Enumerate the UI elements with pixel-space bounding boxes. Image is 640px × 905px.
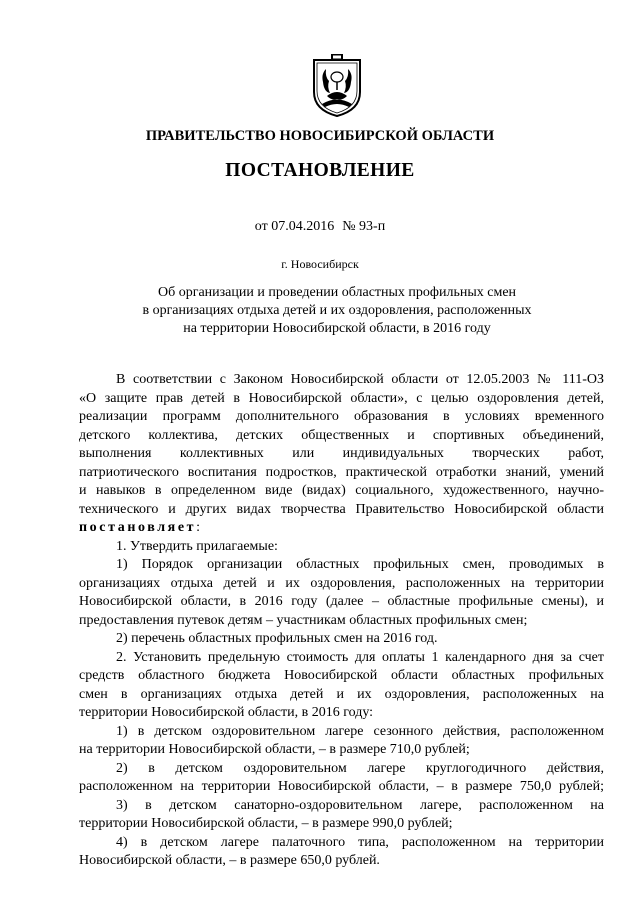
document-title: [100, 284, 574, 338]
item-line: 1. Утвердить прилагаемые:: [116, 538, 278, 554]
body-line: «О защите прав детей в Новосибирской области», с целью оздоровления детей,: [79, 390, 604, 406]
resolves-word: постановляет: [79, 520, 197, 535]
item-line: предоставления путевок детям – участникам областных профильных смен;: [79, 612, 528, 628]
item-line: 2) перечень областных профильных смен на 2016 год.: [116, 631, 438, 646]
item-line: 2. Установить предельную стоимость для оплаты 1 календарного дня за счет: [116, 649, 604, 665]
document-date: от 07.04.2016: [254, 219, 335, 234]
item-line: организациях отдыха детей и их оздоровления, расположенных на территории: [79, 575, 604, 591]
date-number-line: [0, 219, 640, 235]
title-line: в организациях отдыха детей и их оздоровления, расположенных: [142, 303, 532, 318]
body-line: патриотического воспитания подростков, практической отработки знаний, умений: [79, 464, 604, 480]
resolves-colon: :: [196, 520, 201, 535]
item-line: на территории Новосибирской области, – в размере 710,0 рублей;: [79, 742, 470, 757]
document-type: ПОСТАНОВЛЕНИЕ: [225, 160, 415, 181]
resolves-line: [79, 519, 604, 538]
city: г. Новосибирск: [281, 257, 359, 271]
item-line: расположенном на территории Новосибирской области, – в размере 750,0 рублей;: [79, 779, 604, 794]
body-line: детского коллектива, детских общественных и спортивных объединений,: [79, 427, 604, 443]
item-line: Новосибирской области, – в размере 650,0 рублей.: [79, 853, 380, 868]
item-line: 3) в детском санаторно-оздоровительном лагере, расположенном на: [116, 797, 604, 813]
body-line: технического и других видах творчества Правительство Новосибирской области: [79, 501, 604, 517]
body-line: реализации программ дополнительного образования в условиях временного: [79, 409, 604, 424]
coat-of-arms-icon: [311, 54, 363, 118]
body-line: выполнения коллективных или индивидуальных творческих работ,: [79, 446, 604, 461]
item-line: 1) в детском оздоровительном лагере сезонного действия, расположенном: [116, 723, 604, 739]
item-line: смен в организациях отдыха детей и их оздоровления, расположенных на: [79, 686, 604, 702]
document-body: [79, 371, 604, 871]
item-line: территории Новосибирской области, в 2016 году:: [79, 705, 374, 720]
title-line: Об организации и проведении областных профильных смен: [157, 285, 517, 300]
document-number: № 93-п: [342, 219, 386, 234]
organization-name: ПРАВИТЕЛЬСТВО НОВОСИБИРСКОЙ ОБЛАСТИ: [145, 128, 495, 144]
body-line: и навыков в определенном виде (видах) социального, художественного, научно-: [79, 483, 604, 498]
item-line: Новосибирской области, в 2016 году (далее – областные профильные смены), и: [79, 594, 604, 609]
body-line: В соответствии с Законом Новосибирской области от 12.05.2003 № 111-ОЗ: [116, 372, 604, 387]
item-line: средств областного бюджета Новосибирской области областных профильных: [79, 668, 604, 683]
item-line: 4) в детском лагере палаточного типа, расположенном на территории: [116, 834, 604, 850]
item-line: 1) Порядок организации областных профильных смен, проводимых в: [116, 557, 604, 572]
item-line: территории Новосибирской области, – в размере 990,0 рублей;: [79, 816, 453, 831]
item-line: 2) в детском оздоровительном лагере круглогодичного действия,: [116, 760, 604, 776]
title-line: на территории Новосибирской области, в 2016 году: [183, 321, 491, 336]
